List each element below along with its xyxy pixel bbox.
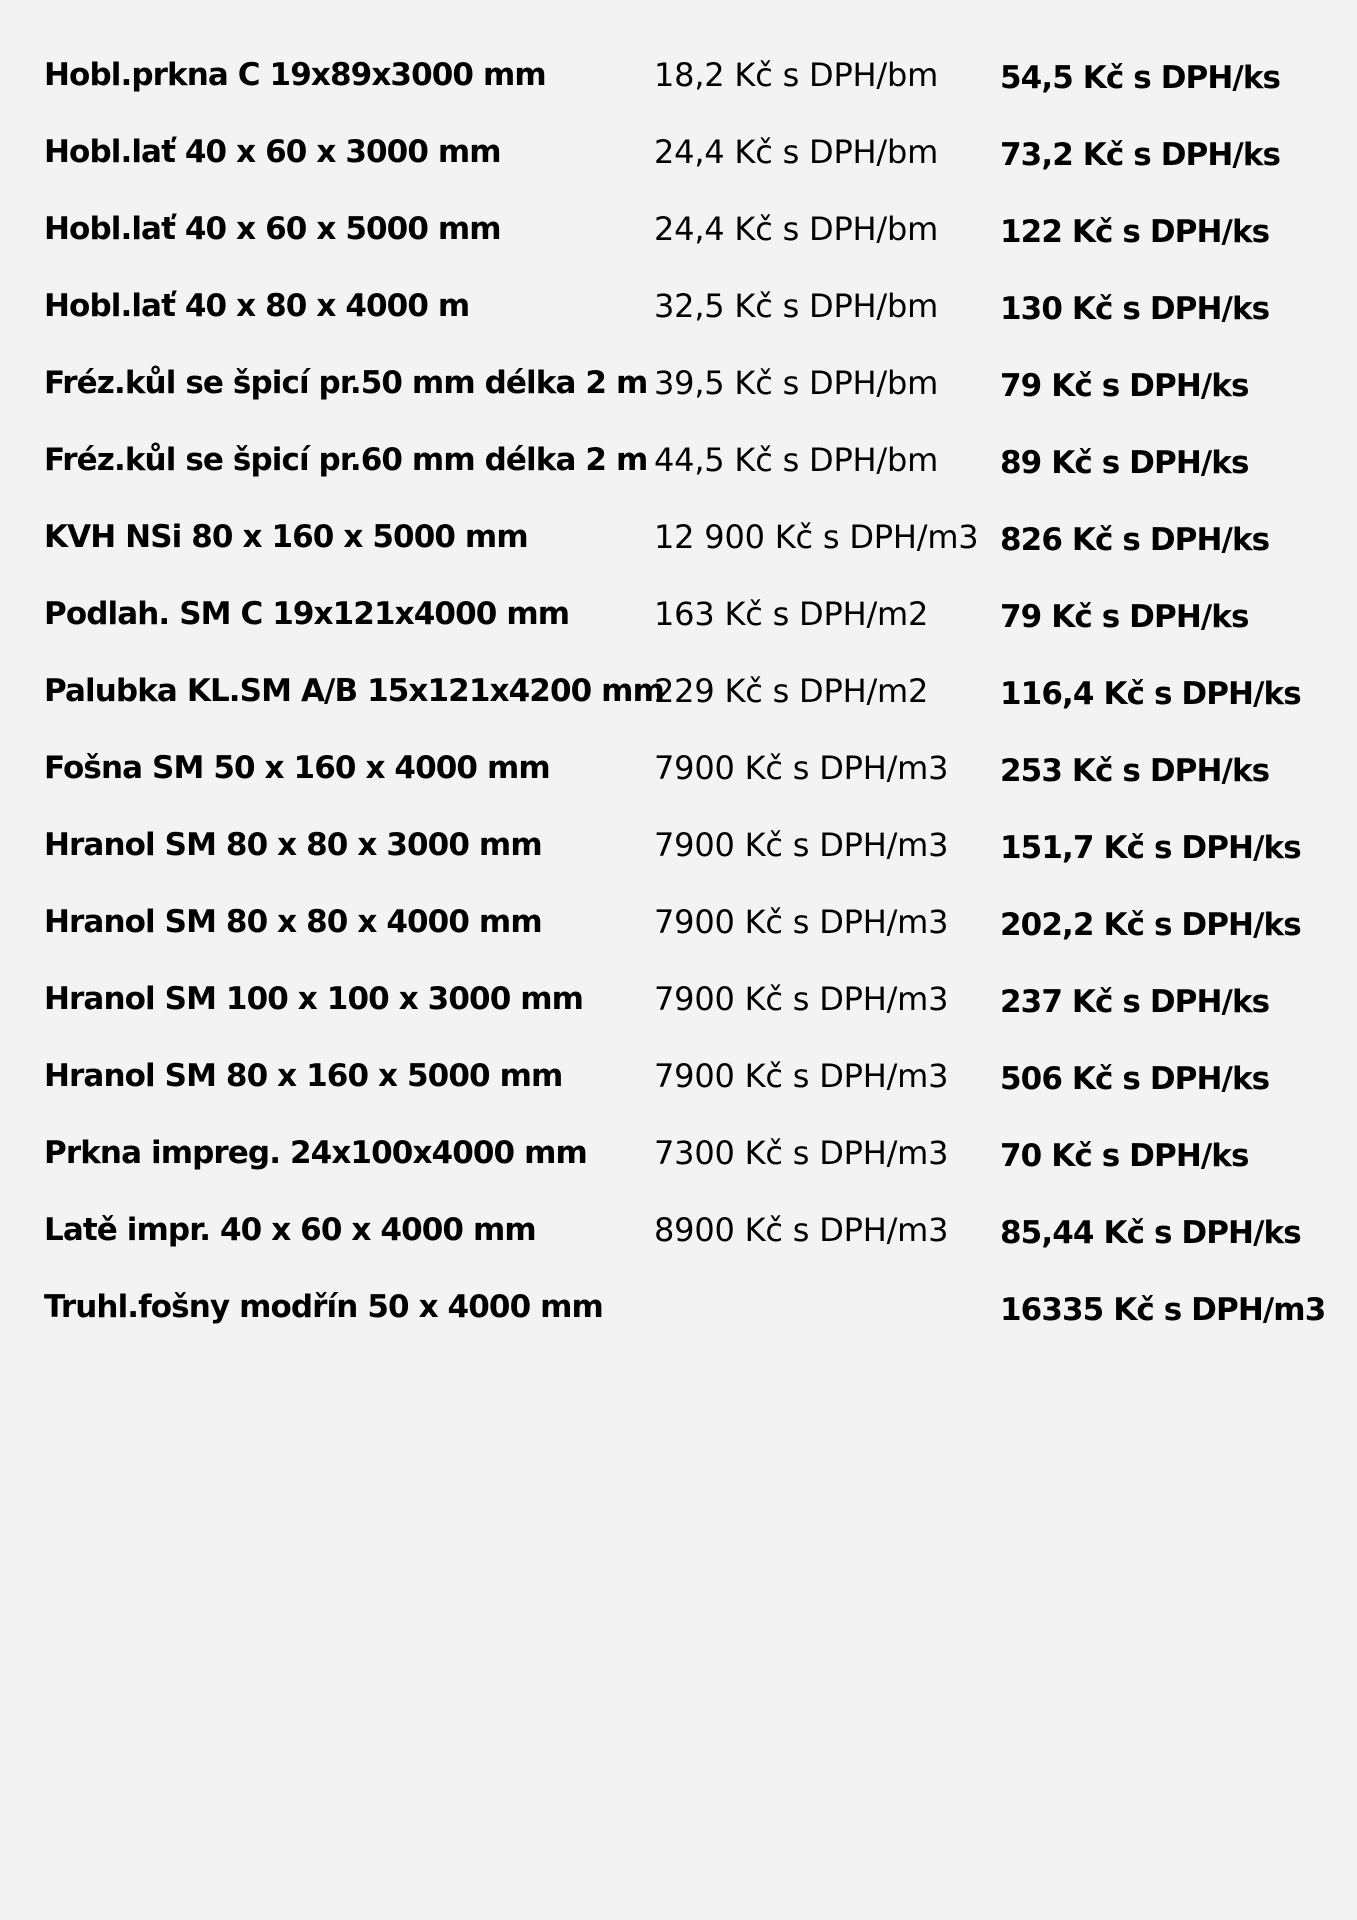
product-name: Fréz.kůl se špicí pr.50 mm délka 2 m: [44, 365, 648, 401]
unit-price: 7900 Kč s DPH/m3: [654, 749, 949, 787]
price-row: [44, 1130, 1324, 1207]
piece-price: 16335 Kč s DPH/m3: [1000, 1292, 1326, 1328]
piece-price: 85,44 Kč s DPH/ks: [1000, 1215, 1301, 1251]
price-row: [44, 668, 1324, 745]
product-name: Hobl.prkna C 19x89x3000 mm: [44, 57, 546, 93]
piece-price: 253 Kč s DPH/ks: [1000, 753, 1270, 789]
product-name: Hobl.lať 40 x 60 x 5000 mm: [44, 211, 501, 247]
unit-price: 7900 Kč s DPH/m3: [654, 980, 949, 1018]
price-row: [44, 1053, 1324, 1130]
piece-price: 151,7 Kč s DPH/ks: [1000, 830, 1301, 866]
unit-price: 18,2 Kč s DPH/bm: [654, 56, 939, 94]
piece-price: 73,2 Kč s DPH/ks: [1000, 137, 1281, 173]
price-row: [44, 899, 1324, 976]
unit-price: 24,4 Kč s DPH/bm: [654, 133, 939, 171]
unit-price: 24,4 Kč s DPH/bm: [654, 210, 939, 248]
product-name: Palubka KL.SM A/B 15x121x4200 mm: [44, 673, 664, 709]
product-name: Hobl.lať 40 x 60 x 3000 mm: [44, 134, 501, 170]
price-row: [44, 283, 1324, 360]
unit-price: 7900 Kč s DPH/m3: [654, 826, 949, 864]
piece-price: 54,5 Kč s DPH/ks: [1000, 60, 1281, 96]
product-name: Latě impr. 40 x 60 x 4000 mm: [44, 1212, 536, 1248]
product-name: Hranol SM 80 x 160 x 5000 mm: [44, 1058, 563, 1094]
price-row: [44, 1284, 1324, 1361]
unit-price: 39,5 Kč s DPH/bm: [654, 364, 939, 402]
product-name: Fréz.kůl se špicí pr.60 mm délka 2 m: [44, 442, 648, 478]
product-name: Hranol SM 80 x 80 x 4000 mm: [44, 904, 542, 940]
unit-price: 7300 Kč s DPH/m3: [654, 1134, 949, 1172]
unit-price: 7900 Kč s DPH/m3: [654, 1057, 949, 1095]
price-row: [44, 591, 1324, 668]
piece-price: 826 Kč s DPH/ks: [1000, 522, 1270, 558]
price-row: [44, 129, 1324, 206]
price-row: [44, 1207, 1324, 1284]
price-row: [44, 514, 1324, 591]
price-row: [44, 52, 1324, 129]
price-row: [44, 437, 1324, 514]
piece-price: 237 Kč s DPH/ks: [1000, 984, 1270, 1020]
product-name: KVH NSi 80 x 160 x 5000 mm: [44, 519, 528, 555]
price-list: [44, 52, 1324, 1361]
piece-price: 79 Kč s DPH/ks: [1000, 368, 1249, 404]
unit-price: 7900 Kč s DPH/m3: [654, 903, 949, 941]
price-row: [44, 976, 1324, 1053]
product-name: Hranol SM 100 x 100 x 3000 mm: [44, 981, 584, 1017]
unit-price: 163 Kč s DPH/m2: [654, 595, 929, 633]
piece-price: 122 Kč s DPH/ks: [1000, 214, 1270, 250]
unit-price: 229 Kč s DPH/m2: [654, 672, 929, 710]
piece-price: 79 Kč s DPH/ks: [1000, 599, 1249, 635]
piece-price: 116,4 Kč s DPH/ks: [1000, 676, 1301, 712]
piece-price: 202,2 Kč s DPH/ks: [1000, 907, 1301, 943]
product-name: Podlah. SM C 19x121x4000 mm: [44, 596, 570, 632]
unit-price: 8900 Kč s DPH/m3: [654, 1211, 949, 1249]
unit-price: 44,5 Kč s DPH/bm: [654, 441, 939, 479]
product-name: Hranol SM 80 x 80 x 3000 mm: [44, 827, 542, 863]
piece-price: 506 Kč s DPH/ks: [1000, 1061, 1270, 1097]
piece-price: 70 Kč s DPH/ks: [1000, 1138, 1249, 1174]
product-name: Hobl.lať 40 x 80 x 4000 m: [44, 288, 470, 324]
product-name: Truhl.fošny modřín 50 x 4000 mm: [44, 1289, 603, 1325]
piece-price: 89 Kč s DPH/ks: [1000, 445, 1249, 481]
price-row: [44, 206, 1324, 283]
price-row: [44, 360, 1324, 437]
price-row: [44, 745, 1324, 822]
product-name: Prkna impreg. 24x100x4000 mm: [44, 1135, 587, 1171]
unit-price: 32,5 Kč s DPH/bm: [654, 287, 939, 325]
unit-price: 12 900 Kč s DPH/m3: [654, 518, 979, 556]
price-row: [44, 822, 1324, 899]
piece-price: 130 Kč s DPH/ks: [1000, 291, 1270, 327]
product-name: Fošna SM 50 x 160 x 4000 mm: [44, 750, 550, 786]
